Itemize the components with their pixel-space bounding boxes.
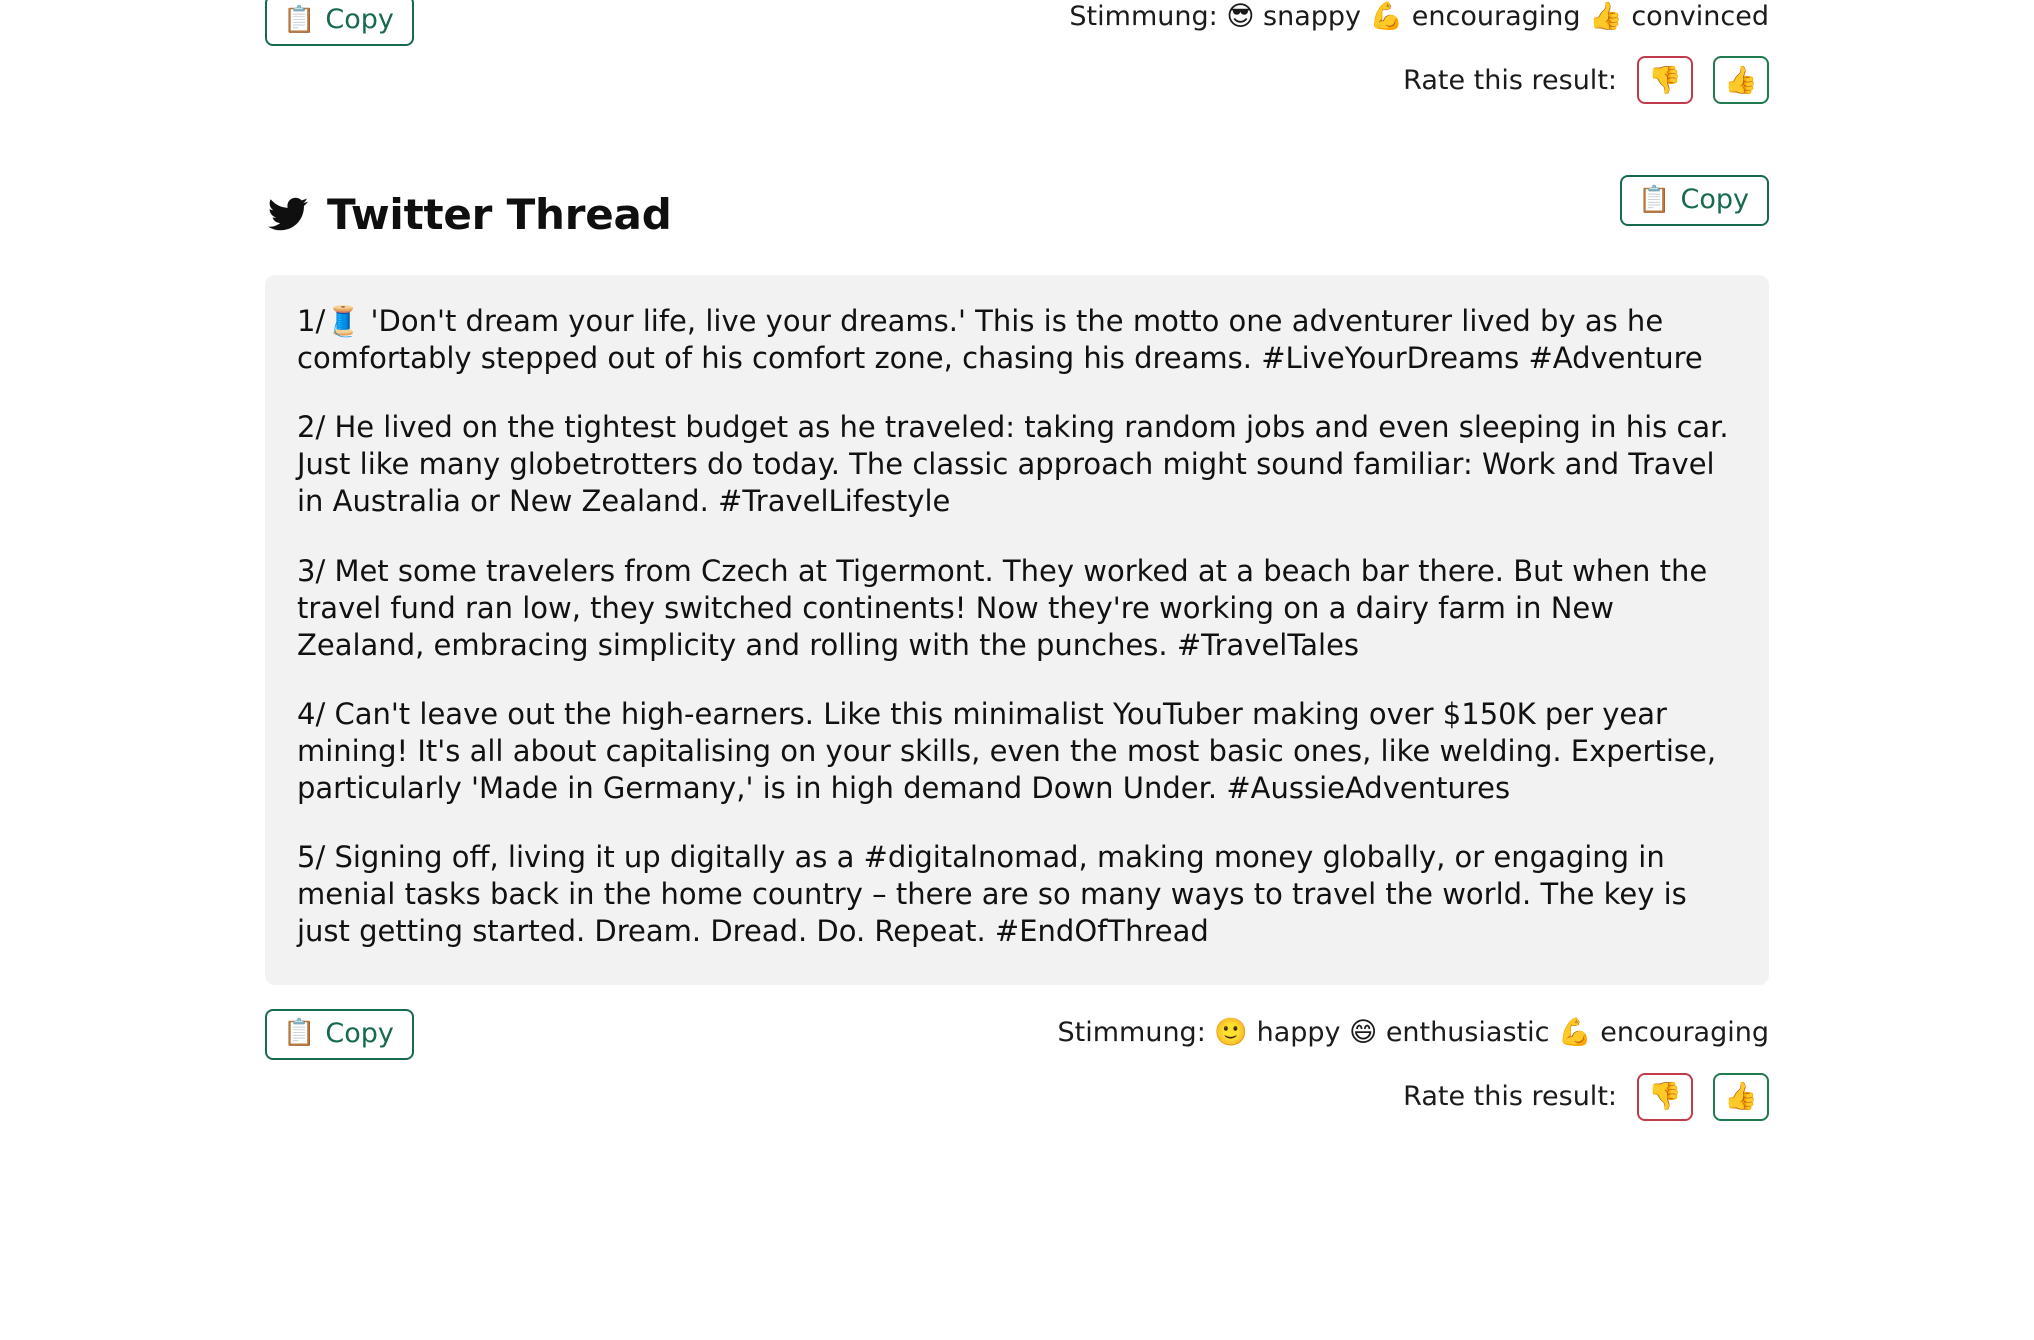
thumbs-up-icon: 👍 (1724, 64, 1758, 95)
thumbs-up-button-top[interactable] (1713, 56, 1769, 104)
copy-button-bottom-label: Copy (325, 1017, 394, 1049)
copy-button-section-label: Copy (1680, 184, 1749, 215)
rating-row-bottom (1403, 1073, 1769, 1121)
twitter-bird-icon (265, 194, 311, 234)
result-footer (265, 1001, 1769, 1121)
thumbs-down-icon: 👎 (1648, 64, 1682, 95)
copy-button-section[interactable] (1620, 175, 1769, 226)
clipboard-icon: 📋 (283, 4, 316, 35)
section-header (265, 179, 1769, 249)
page-title: Twitter Thread (327, 189, 672, 239)
rate-label-bottom: Rate this result: (1403, 1081, 1617, 1113)
copy-button-top-label: Copy (325, 4, 394, 35)
twitter-thread-section (0, 179, 2034, 1121)
tweet-item: 5/ Signing off, living it up digitally as a #digitalnomad, making money globally, or engaging in menial tasks back in the home country – there are so many ways to travel the world. The key is just getting started. Dream. Dread. Do. Repeat. #EndOfThread (297, 840, 1687, 949)
thumbs-down-button-top[interactable] (1637, 56, 1693, 104)
clipboard-icon: 📋 (283, 1018, 316, 1049)
thumbs-up-icon: 👍 (1724, 1081, 1758, 1112)
thumbs-down-button-bottom[interactable] (1637, 1073, 1693, 1121)
mood-line-bottom (1058, 1016, 1770, 1048)
mood-prefix-bottom: Stimmung: (1057, 1016, 1206, 1048)
clipboard-icon: 📋 (1638, 184, 1671, 215)
thumbs-up-button-bottom[interactable] (1713, 1073, 1769, 1121)
mood-values-bottom: 🙂 happy 😄 enthusiastic 💪 encouraging (1214, 1016, 1769, 1048)
rating-row-top (1403, 56, 1769, 104)
previous-result-footer (0, 0, 2034, 124)
tweet-item: 3/ Met some travelers from Czech at Tigermont. They worked at a beach bar there. But when the travel fund ran low, they switched continents! Now they're working on a dairy farm in New Zealand, embracing simplicity and rolling with the punches. #TravelTales (297, 553, 1708, 662)
tweet-item: 4/ Can't leave out the high-earners. Like this minimalist YouTuber making over $150K per year mining! It's all about capitalising on your skills, even the most basic ones, like welding. Expertise, particularly 'Made in Germany,' is in high demand Down Under. #AussieAdventures (297, 696, 1717, 806)
thread-content-card (265, 275, 1769, 985)
tweet-item: 1/🧵 'Don't dream your life, live your dreams.' This is the motto one adventurer lived by as he comfortably stepped out of his comfort zone, chasing his dreams. #LiveYourDreams #Adventure (297, 304, 1703, 376)
tweet-item: 2/ He lived on the tightest budget as he traveled: taking random jobs and even sleeping in his car. Just like many globetrotters do today. The classic approach might sound familiar: Work and Travel in Australia or New Zealand. #TravelLifestyle (297, 410, 1729, 519)
mood-values-top: 😎 snappy 💪 encouraging 👍 convinced (1226, 1, 1769, 32)
mood-prefix-top: Stimmung: (1069, 1, 1218, 32)
mood-line-top (1069, 0, 1769, 32)
copy-button-top[interactable] (265, 0, 414, 46)
thumbs-down-icon: 👎 (1648, 1081, 1682, 1112)
rate-label-top: Rate this result: (1403, 64, 1617, 96)
copy-button-bottom[interactable] (265, 1009, 414, 1060)
